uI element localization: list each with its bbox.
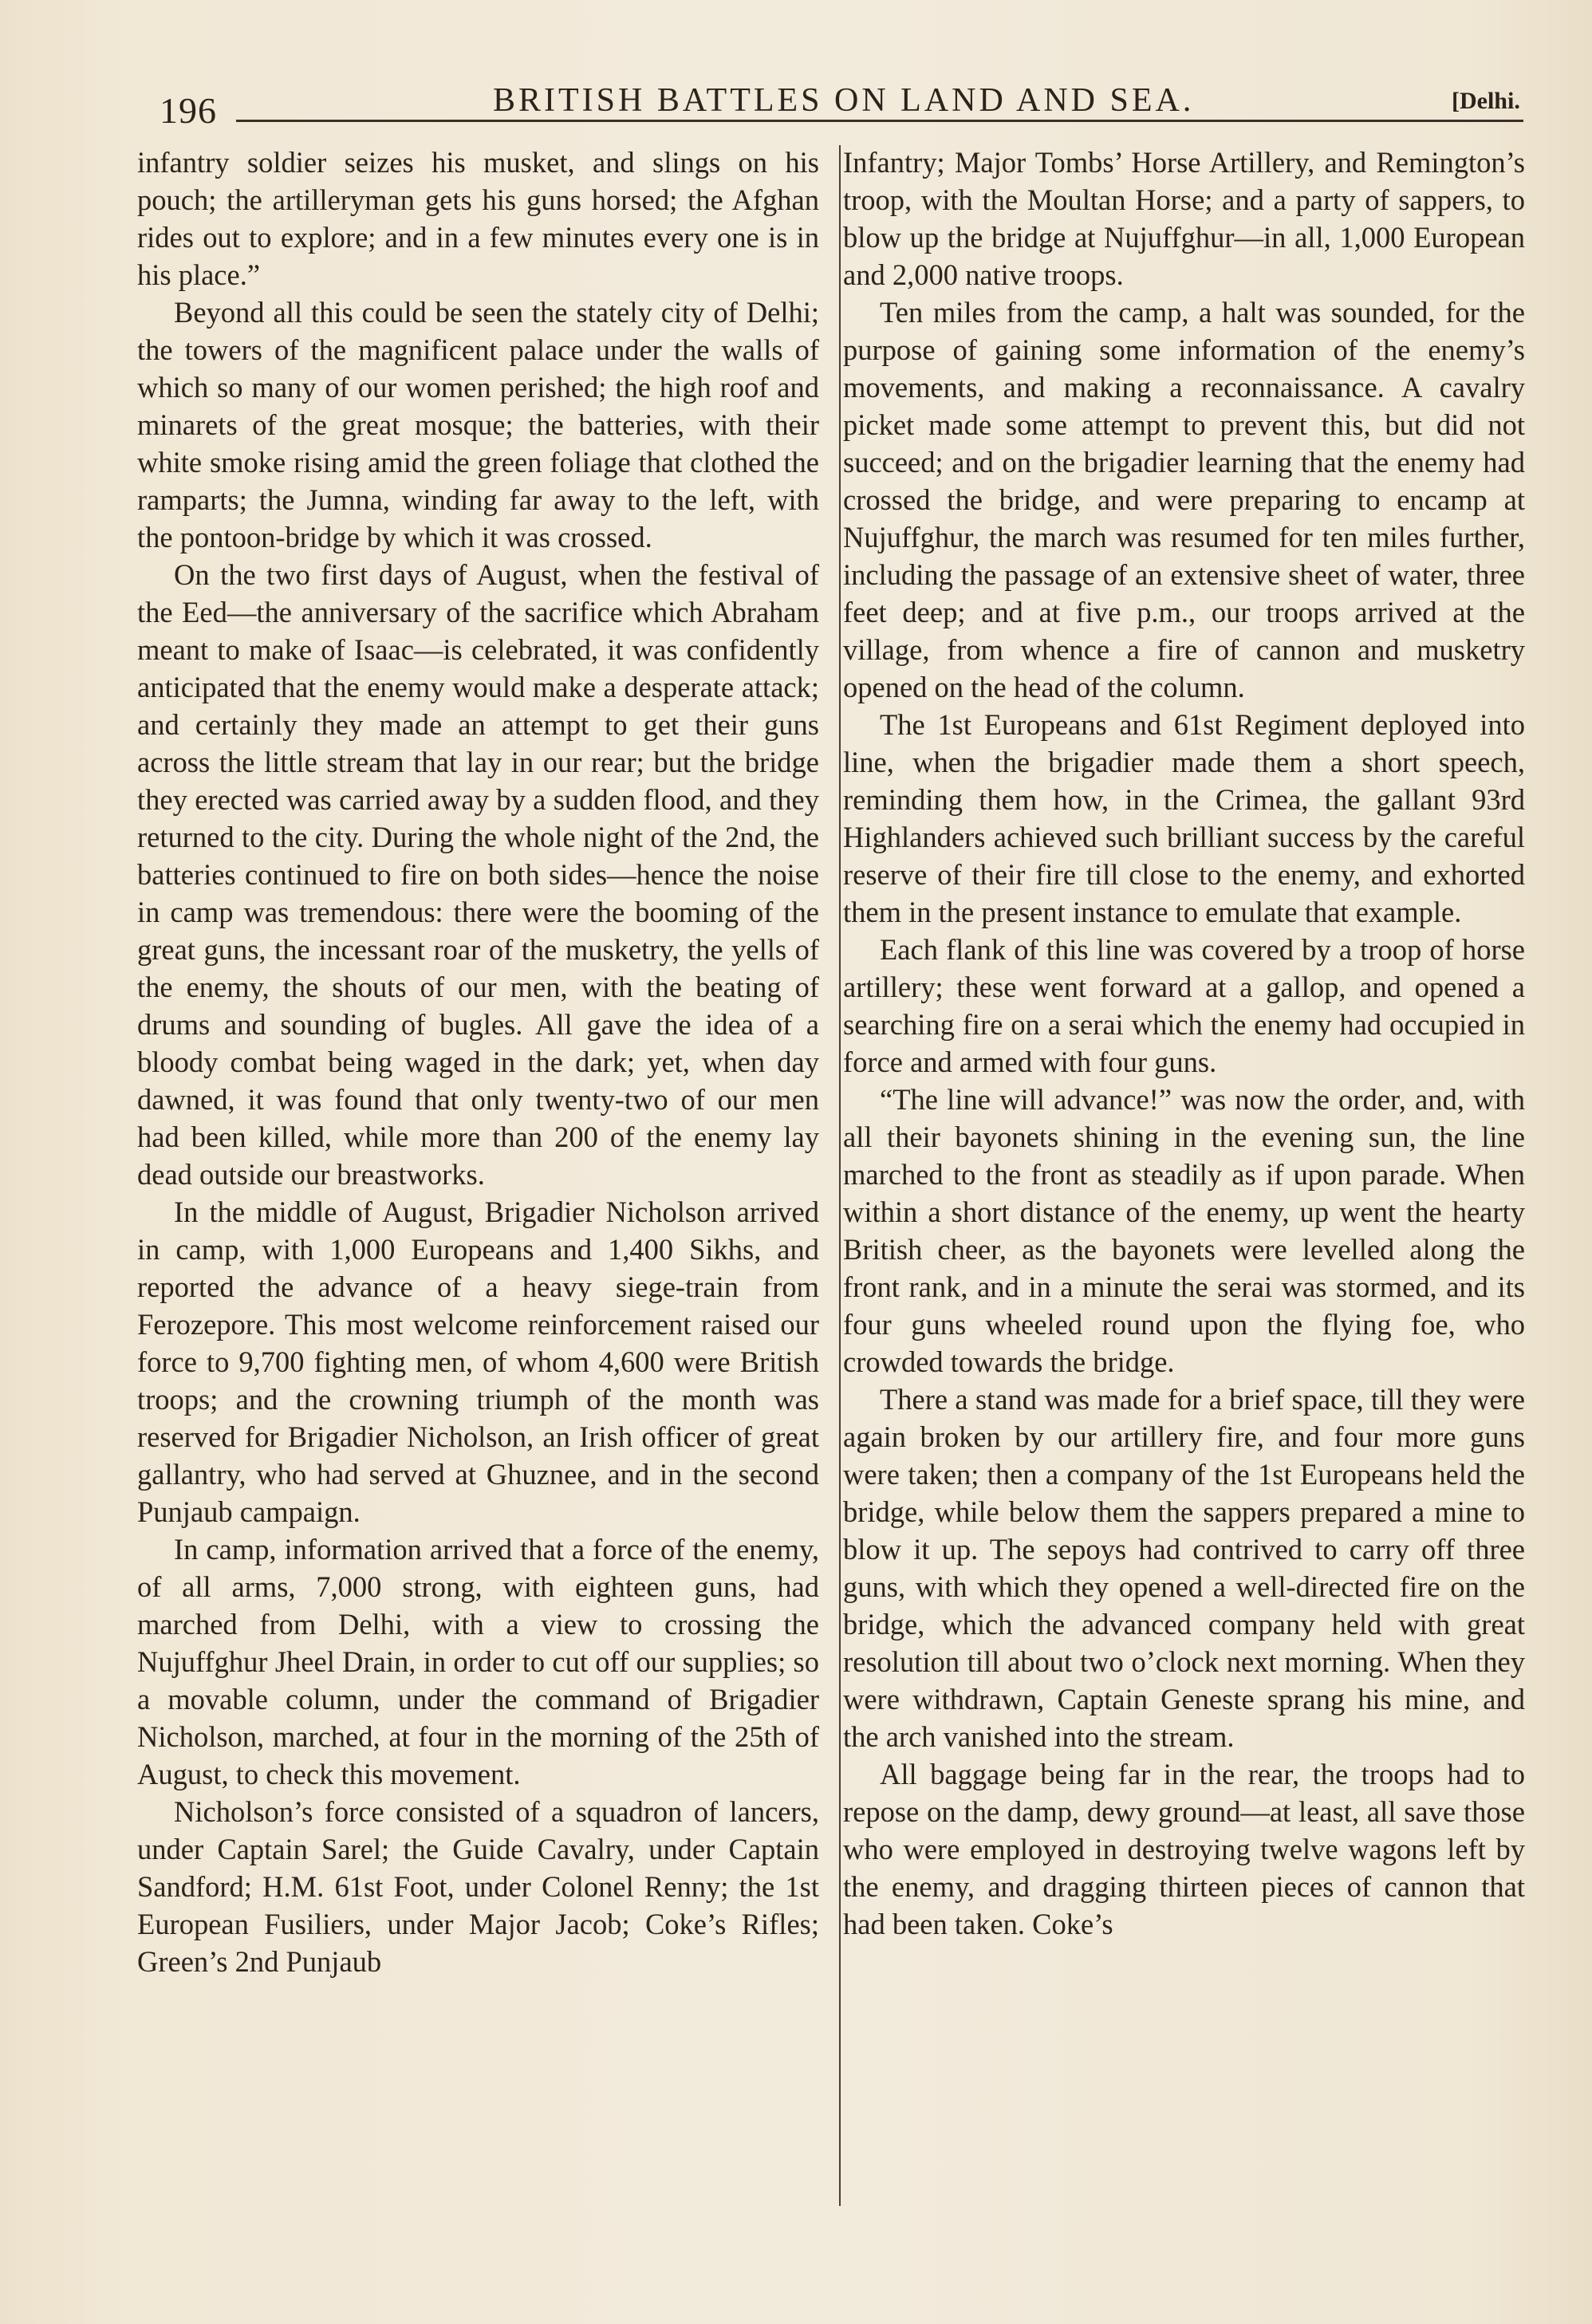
- header-rule: [236, 120, 1523, 122]
- paragraph: Infantry; Major Tombs’ Horse Artillery, and Remington’s troop, with the Moultan Horse; and a party of sappers, to blow up the bridge at Nujuffghur—in all, 1,000 European and 2,000 native troops.: [843, 146, 1525, 291]
- section-tag: [Delhi.: [1452, 88, 1520, 114]
- left-column: [137, 144, 819, 1980]
- right-column: [843, 144, 1525, 1943]
- paragraph: The 1st Europeans and 61st Regiment deployed into line, when the brigadier made them a short speech, reminding them how, in the Crimea, the gallant 93rd Highlanders achieved such brilliant success by the careful reserve of their fire till close to the enemy, and exhorted them in the present instance to emulate that example.: [843, 708, 1525, 928]
- paragraph: Nicholson’s force consisted of a squadron of lancers, under Captain Sarel; the Guide Cavalry, under Captain Sandford; H.M. 61st Foot, under Colonel Renny; the 1st European Fusiliers, under Major Jacob; Coke’s Rifles; Green’s 2nd Punjaub: [137, 1795, 819, 1978]
- page-number: 196: [160, 90, 217, 131]
- paragraph: infantry soldier seizes his musket, and slings on his pouch; the artilleryman gets his guns horsed; the Afghan rides out to explore; and in a few minutes every one is in his place.”: [137, 146, 819, 291]
- paragraph: Each flank of this line was covered by a troop of horse artillery; these went forward at a gallop, and opened a searching fire on a serai which the enemy had occupied in force and armed with four guns.: [843, 933, 1525, 1078]
- paragraph: Ten miles from the camp, a halt was sounded, for the purpose of gaining some information of the enemy’s movements, and making a reconnaissance. A cavalry picket made some attempt to prevent this, but did not succeed; and on the brigadier learning that the enemy had crossed the bridge, and were preparing to encamp at Nujuffghur, the march was resumed for ten miles further, including the passage of an extensive sheet of water, three feet deep; and at five p.m., our troops arrived at the village, from whence a fire of cannon and musketry opened on the head of the column.: [843, 296, 1525, 703]
- paragraph: There a stand was made for a brief space, till they were again broken by our artillery fire, and four more guns were taken; then a company of the 1st Europeans held the bridge, while below them the sappers prepared a mine to blow it up. The sepoys had contrived to carry off three guns, with which they opened a well-directed fire on the bridge, which the advanced company held with great resolution till about two o’clock next morning. When they were withdrawn, Captain Geneste sprang his mine, and the arch vanished into the stream.: [843, 1383, 1525, 1753]
- paragraph: In camp, information arrived that a force of the enemy, of all arms, 7,000 strong, with eighteen guns, had marched from Delhi, with a view to crossing the Nujuffghur Jheel Drain, in order to cut off our supplies; so a movable column, under the command of Brigadier Nicholson, marched, at four in the morning of the 25th of August, to check this movement.: [137, 1533, 819, 1790]
- running-title: BRITISH BATTLES ON LAND AND SEA.: [493, 82, 1195, 119]
- paragraph: Beyond all this could be seen the stately city of Delhi; the towers of the magnificent palace under the walls of which so many of our women perished; the high roof and minarets of the great mosque; the batteries, with their white smoke rising amid the green foliage that clothed the ramparts; the Jumna, winding far away to the left, with the pontoon-bridge by which it was crossed.: [137, 296, 819, 553]
- column-divider: [839, 145, 841, 2206]
- paragraph: In the middle of August, Brigadier Nicholson arrived in camp, with 1,000 Europeans and 1,400 Sikhs, and reported the advance of a heavy siege-train from Ferozepore. This most welcome reinforcement raised our force to 9,700 fighting men, of whom 4,600 were British troops; and the crowning triumph of the month was reserved for Brigadier Nicholson, an Irish officer of great gallantry, who had served at Ghuznee, and in the second Punjaub campaign.: [137, 1195, 819, 1528]
- paragraph: All baggage being far in the rear, the troops had to repose on the damp, dewy ground—at least, all save those who were employed in destroying twelve wagons left by the enemy, and dragging thirteen pieces of cannon that had been taken. Coke’s: [843, 1758, 1525, 1940]
- paragraph: “The line will advance!” was now the order, and, with all their bayonets shining in the evening sun, the line marched to the front as steadily as if upon parade. When within a short distance of the enemy, up went the hearty British cheer, as the bayonets were levelled along the front rank, and in a minute the serai was stormed, and its four guns wheeled round upon the flying foe, who crowded towards the bridge.: [843, 1083, 1525, 1378]
- paragraph: On the two first days of August, when the festival of the Eed—the anniversary of the sacrifice which Abraham meant to make of Isaac—is celebrated, it was confidently anticipated that the enemy would make a desperate attack; and certainly they made an attempt to get their guns across the little stream that lay in our rear; but the bridge they erected was carried away by a sudden flood, and they returned to the city. During the whole night of the 2nd, the batteries continued to fire on both sides—hence the noise in camp was tremendous: there were the booming of the great guns, the incessant roar of the musketry, the yells of the enemy, the shouts of our men, with the beating of drums and sounding of bugles. All gave the idea of a bloody combat being waged in the dark; yet, when day dawned, it was found that only twenty-two of our men had been killed, while more than 200 of the enemy lay dead outside our breastworks.: [137, 558, 819, 1191]
